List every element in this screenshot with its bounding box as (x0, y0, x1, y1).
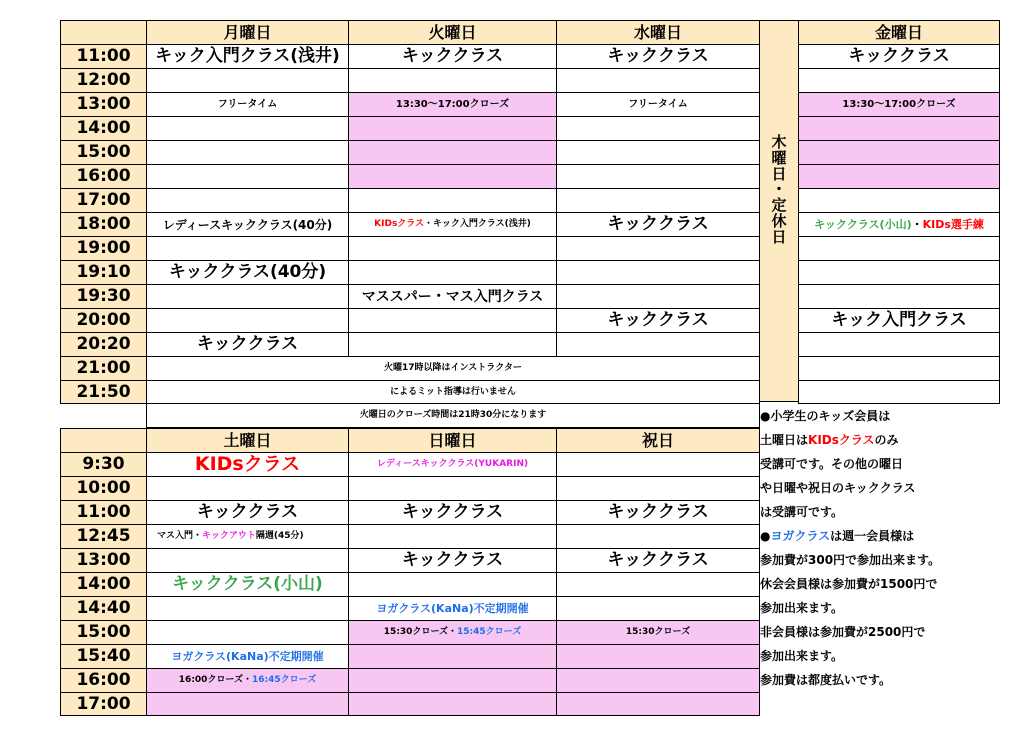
time-cell: 15:00 (60, 620, 146, 644)
time-cell: 15:00 (60, 140, 146, 164)
time-cell: 14:00 (60, 572, 146, 596)
sat-cell (146, 692, 348, 716)
time-cell: 12:45 (60, 524, 146, 548)
sat-cell (146, 596, 348, 620)
tue-cell: KIDsクラス ・キック入門クラス(浅井) (348, 212, 556, 236)
mon-cell (146, 188, 348, 212)
time-cell: 21:50 (60, 380, 146, 404)
wed-cell (556, 140, 760, 164)
mon-cell: キック入門クラス(浅井) (146, 44, 348, 68)
note-line: 土曜日は KIDsクラス のみ (760, 433, 899, 447)
time-cell: 9:30 (60, 452, 146, 476)
note-line: や日曜や祝日のキッククラス (760, 481, 916, 495)
time-cell: 19:10 (60, 260, 146, 284)
sat-cell: キッククラス(小山) (146, 572, 348, 596)
wed-cell (556, 284, 760, 308)
hol-cell: 15:30クローズ (556, 620, 760, 644)
mon-cell (146, 164, 348, 188)
mon-cell (146, 68, 348, 92)
wed-cell (556, 116, 760, 140)
header-sunday: 日曜日 (348, 428, 556, 452)
hol-cell (556, 572, 760, 596)
time-cell: 13:00 (60, 548, 146, 572)
fri-cell (798, 284, 1000, 308)
hol-cell (556, 692, 760, 716)
time-cell: 17:00 (60, 188, 146, 212)
sun-cell: ヨガクラス(KaNa)不定期開催 (348, 596, 556, 620)
fri-cell (798, 68, 1000, 92)
tue-cell: キッククラス (348, 44, 556, 68)
time-cell: 11:00 (60, 500, 146, 524)
note-line: 参加出来ます。 (760, 601, 844, 615)
tue-cell (348, 140, 556, 164)
fri-cell (798, 140, 1000, 164)
header-friday: 金曜日 (798, 20, 1000, 44)
fri-cell: キッククラス (798, 44, 1000, 68)
fri-cell: キック入門クラス (798, 308, 1000, 332)
fri-cell (798, 164, 1000, 188)
fri-cell: 13:30〜17:00クローズ (798, 92, 1000, 116)
note-line: 非会員様は参加費が2500円で (760, 625, 926, 639)
tue-cell (348, 164, 556, 188)
header-monday: 月曜日 (146, 20, 348, 44)
time-cell: 20:00 (60, 308, 146, 332)
sat-cell: キッククラス (146, 500, 348, 524)
sun-cell (348, 572, 556, 596)
fri-cell (798, 188, 1000, 212)
corner-cell (60, 20, 146, 44)
hol-cell (556, 524, 760, 548)
hol-cell (556, 476, 760, 500)
wed-cell: キッククラス (556, 308, 760, 332)
wed-cell (556, 332, 760, 356)
sun-cell (348, 524, 556, 548)
header-tuesday: 火曜日 (348, 20, 556, 44)
tue-cell (348, 332, 556, 356)
tue-cell: 13:30〜17:00クローズ (348, 92, 556, 116)
wed-cell: フリータイム (556, 92, 760, 116)
time-cell: 17:00 (60, 692, 146, 716)
time-cell: 10:00 (60, 476, 146, 500)
corner-cell (60, 428, 146, 452)
sun-cell (348, 476, 556, 500)
fri-cell (798, 332, 1000, 356)
time-cell: 16:00 (60, 164, 146, 188)
wed-cell (556, 188, 760, 212)
tue-cell: マススパー・マス入門クラス (348, 284, 556, 308)
sun-cell (348, 692, 556, 716)
time-cell: 14:00 (60, 116, 146, 140)
tue-cell (348, 308, 556, 332)
sat-cell: ヨガクラス(KaNa)不定期開催 (146, 644, 348, 668)
note-line: 参加費は都度払いです。 (760, 673, 892, 687)
note-line: ●小学生のキッズ会員は (760, 409, 891, 423)
note-line: 参加費が300円で参加出来ます。 (760, 553, 941, 567)
time-cell: 21:00 (60, 356, 146, 380)
tue-cell (348, 188, 556, 212)
mon-cell: フリータイム (146, 92, 348, 116)
fri-cell (798, 356, 1000, 380)
note-line: は受講可です。 (760, 505, 844, 519)
hol-cell: キッククラス (556, 500, 760, 524)
tue-cell (348, 236, 556, 260)
sun-cell: 15:30クローズ・ 15:45クローズ (348, 620, 556, 644)
thursday-closed-label: 木 曜 日 ・ 定 休 日 (771, 133, 787, 246)
wed-cell (556, 164, 760, 188)
fri-cell (798, 236, 1000, 260)
time-cell: 12:00 (60, 68, 146, 92)
mon-cell (146, 236, 348, 260)
sat-cell: KIDsクラス (146, 452, 348, 476)
hol-cell: キッククラス (556, 548, 760, 572)
wed-cell (556, 68, 760, 92)
sun-cell (348, 644, 556, 668)
note-line: 受講可です。その他の曜日 (760, 457, 904, 471)
mon-cell (146, 140, 348, 164)
sun-cell: レディースキッククラス(YUKARIN) (348, 452, 556, 476)
tue-note-line-2: によるミット指導は行いません (146, 380, 760, 404)
mon-cell (146, 308, 348, 332)
note-line: 休会会員様は参加費が1500円で (760, 577, 938, 591)
time-cell: 16:00 (60, 668, 146, 692)
time-cell: 19:30 (60, 284, 146, 308)
time-cell: 13:00 (60, 92, 146, 116)
note-line: ● ヨガクラス は週一会員様は (760, 528, 915, 543)
mon-cell: キッククラス(40分) (146, 260, 348, 284)
tue-cell (348, 260, 556, 284)
fri-cell (798, 260, 1000, 284)
tuesday-close-note: 火曜日のクローズ時間は21時30分になります (146, 404, 760, 428)
sat-cell (146, 620, 348, 644)
sat-cell (146, 548, 348, 572)
time-cell: 15:40 (60, 644, 146, 668)
time-cell: 20:20 (60, 332, 146, 356)
wed-cell: キッククラス (556, 212, 760, 236)
tue-cell (348, 116, 556, 140)
tue-cell (348, 68, 556, 92)
sat-cell: マス入門・ キックアウト 隔週(45分) (146, 524, 348, 548)
sun-cell (348, 668, 556, 692)
hol-cell (556, 668, 760, 692)
wed-cell (556, 236, 760, 260)
sat-cell: 16:00クローズ・ 16:45クローズ (146, 668, 348, 692)
hol-cell (556, 644, 760, 668)
sat-cell (146, 476, 348, 500)
hol-cell (556, 452, 760, 476)
hol-cell (556, 596, 760, 620)
mon-cell (146, 116, 348, 140)
sun-cell: キッククラス (348, 500, 556, 524)
note-line: 参加出来ます。 (760, 649, 844, 663)
mon-cell: レディースキッククラス(40分) (146, 212, 348, 236)
sun-cell: キッククラス (348, 548, 556, 572)
header-wednesday: 水曜日 (556, 20, 760, 44)
time-cell: 11:00 (60, 44, 146, 68)
wed-cell: キッククラス (556, 44, 760, 68)
header-holiday: 祝日 (556, 428, 760, 452)
fri-cell (798, 380, 1000, 404)
time-cell: 18:00 (60, 212, 146, 236)
time-cell: 19:00 (60, 236, 146, 260)
wed-cell (556, 260, 760, 284)
fri-cell: キッククラス(小山) ・ KIDs選手練 (798, 212, 1000, 236)
mon-cell: キッククラス (146, 332, 348, 356)
mon-cell (146, 284, 348, 308)
tue-note-line-1: 火曜17時以降はインストラクター (146, 356, 760, 380)
time-cell: 14:40 (60, 596, 146, 620)
header-saturday: 土曜日 (146, 428, 348, 452)
fri-cell (798, 116, 1000, 140)
